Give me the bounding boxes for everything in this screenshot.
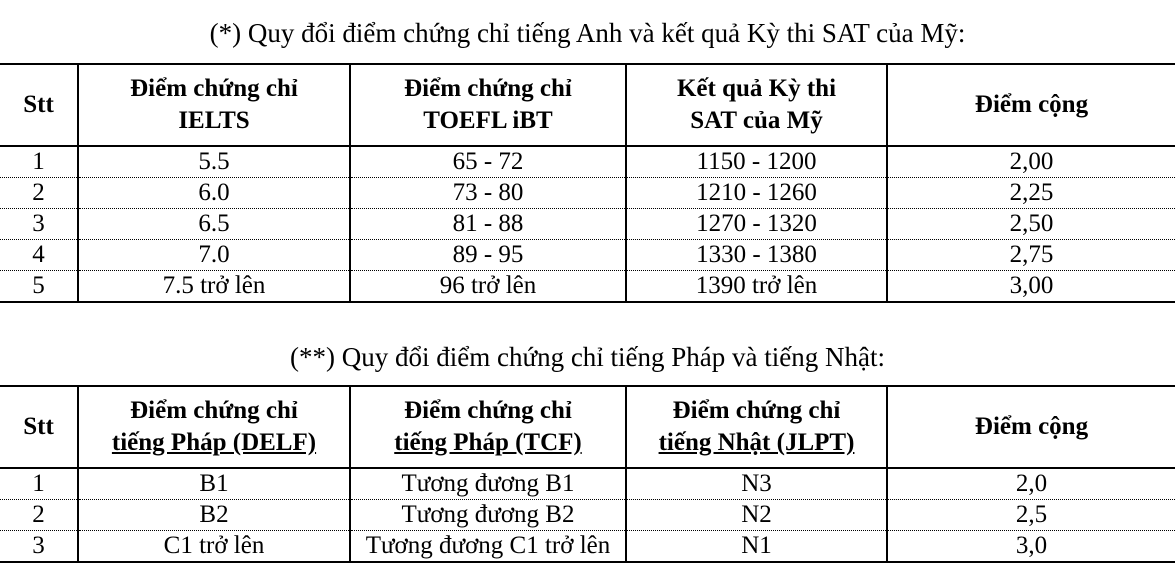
table-row — [0, 531, 1175, 563]
header-bonus: Điểm cộng — [887, 386, 1175, 468]
header-tcf-line1: Điểm chứng chỉ — [404, 397, 572, 424]
header-jlpt — [626, 386, 887, 468]
caption-english-conversion: (*) Quy đổi điểm chứng chỉ tiếng Anh và kết quả Kỳ thi SAT của Mỹ: — [209, 18, 966, 48]
table-row — [0, 271, 1175, 303]
cell-toefl: 73 - 80 — [350, 178, 626, 209]
cell-ielts: 6.5 — [78, 209, 350, 240]
cell-stt: 2 — [0, 178, 78, 209]
cell-ielts: 7.5 trở lên — [78, 271, 350, 303]
cell-jlpt: N1 — [626, 531, 887, 563]
header-stt: Stt — [0, 386, 78, 468]
header-delf — [78, 386, 350, 468]
cell-sat: 1150 - 1200 — [626, 146, 887, 178]
cell-jlpt: N3 — [626, 468, 887, 500]
table-header-row — [0, 64, 1175, 146]
cell-ielts: 7.0 — [78, 240, 350, 271]
table-row — [0, 500, 1175, 531]
table-row — [0, 468, 1175, 500]
header-stt: Stt — [0, 64, 78, 146]
cell-toefl: 89 - 95 — [350, 240, 626, 271]
table-row — [0, 178, 1175, 209]
cell-tcf: Tương đương B2 — [350, 500, 626, 531]
header-jlpt-line1: Điểm chứng chỉ — [672, 397, 841, 424]
cell-ielts: 6.0 — [78, 178, 350, 209]
table-header-row — [0, 386, 1175, 468]
header-ielts — [78, 64, 350, 146]
table-row — [0, 240, 1175, 271]
header-toefl — [350, 64, 626, 146]
cell-sat: 1210 - 1260 — [626, 178, 887, 209]
english-conversion-table — [0, 63, 1175, 303]
french-japanese-conversion-table — [0, 385, 1175, 563]
cell-sat: 1330 - 1380 — [626, 240, 887, 271]
table-row — [0, 146, 1175, 178]
cell-stt: 5 — [0, 271, 78, 303]
cell-bonus: 2,50 — [887, 209, 1175, 240]
cell-ielts: 5.5 — [78, 146, 350, 178]
header-toefl-line1: Điểm chứng chỉ — [404, 75, 572, 102]
header-jlpt-line2: tiếng Nhật (JLPT) — [658, 429, 855, 456]
cell-bonus: 3,0 — [887, 531, 1175, 563]
cell-tcf: Tương đương C1 trở lên — [350, 531, 626, 563]
header-toefl-line2: TOEFL iBT — [423, 107, 553, 134]
header-delf-line2: tiếng Pháp (DELF) — [111, 429, 317, 456]
cell-bonus: 2,0 — [887, 468, 1175, 500]
caption-french-japanese-conversion: (**) Quy đổi điểm chứng chỉ tiếng Pháp và tiếng Nhật: — [289, 342, 885, 372]
header-bonus: Điểm cộng — [887, 64, 1175, 146]
cell-stt: 1 — [0, 468, 78, 500]
header-sat — [626, 64, 887, 146]
cell-bonus: 2,75 — [887, 240, 1175, 271]
cell-sat: 1390 trở lên — [626, 271, 887, 303]
table-row — [0, 209, 1175, 240]
cell-stt: 3 — [0, 531, 78, 563]
header-sat-line2: SAT của Mỹ — [690, 107, 823, 134]
cell-delf: C1 trở lên — [78, 531, 350, 563]
cell-stt: 3 — [0, 209, 78, 240]
cell-bonus: 3,00 — [887, 271, 1175, 303]
cell-bonus: 2,25 — [887, 178, 1175, 209]
cell-toefl: 81 - 88 — [350, 209, 626, 240]
cell-stt: 2 — [0, 500, 78, 531]
header-delf-line1: Điểm chứng chỉ — [130, 397, 298, 424]
cell-tcf: Tương đương B1 — [350, 468, 626, 500]
header-tcf-line2: tiếng Pháp (TCF) — [394, 429, 582, 456]
cell-stt: 1 — [0, 146, 78, 178]
header-ielts-line1: Điểm chứng chỉ — [130, 75, 298, 102]
cell-toefl: 65 - 72 — [350, 146, 626, 178]
header-tcf — [350, 386, 626, 468]
cell-delf: B2 — [78, 500, 350, 531]
header-sat-line1: Kết quả Kỳ thi — [676, 75, 837, 102]
cell-bonus: 2,00 — [887, 146, 1175, 178]
cell-bonus: 2,5 — [887, 500, 1175, 531]
cell-delf: B1 — [78, 468, 350, 500]
cell-stt: 4 — [0, 240, 78, 271]
cell-toefl: 96 trở lên — [350, 271, 626, 303]
cell-sat: 1270 - 1320 — [626, 209, 887, 240]
cell-jlpt: N2 — [626, 500, 887, 531]
header-ielts-line2: IELTS — [178, 107, 250, 134]
